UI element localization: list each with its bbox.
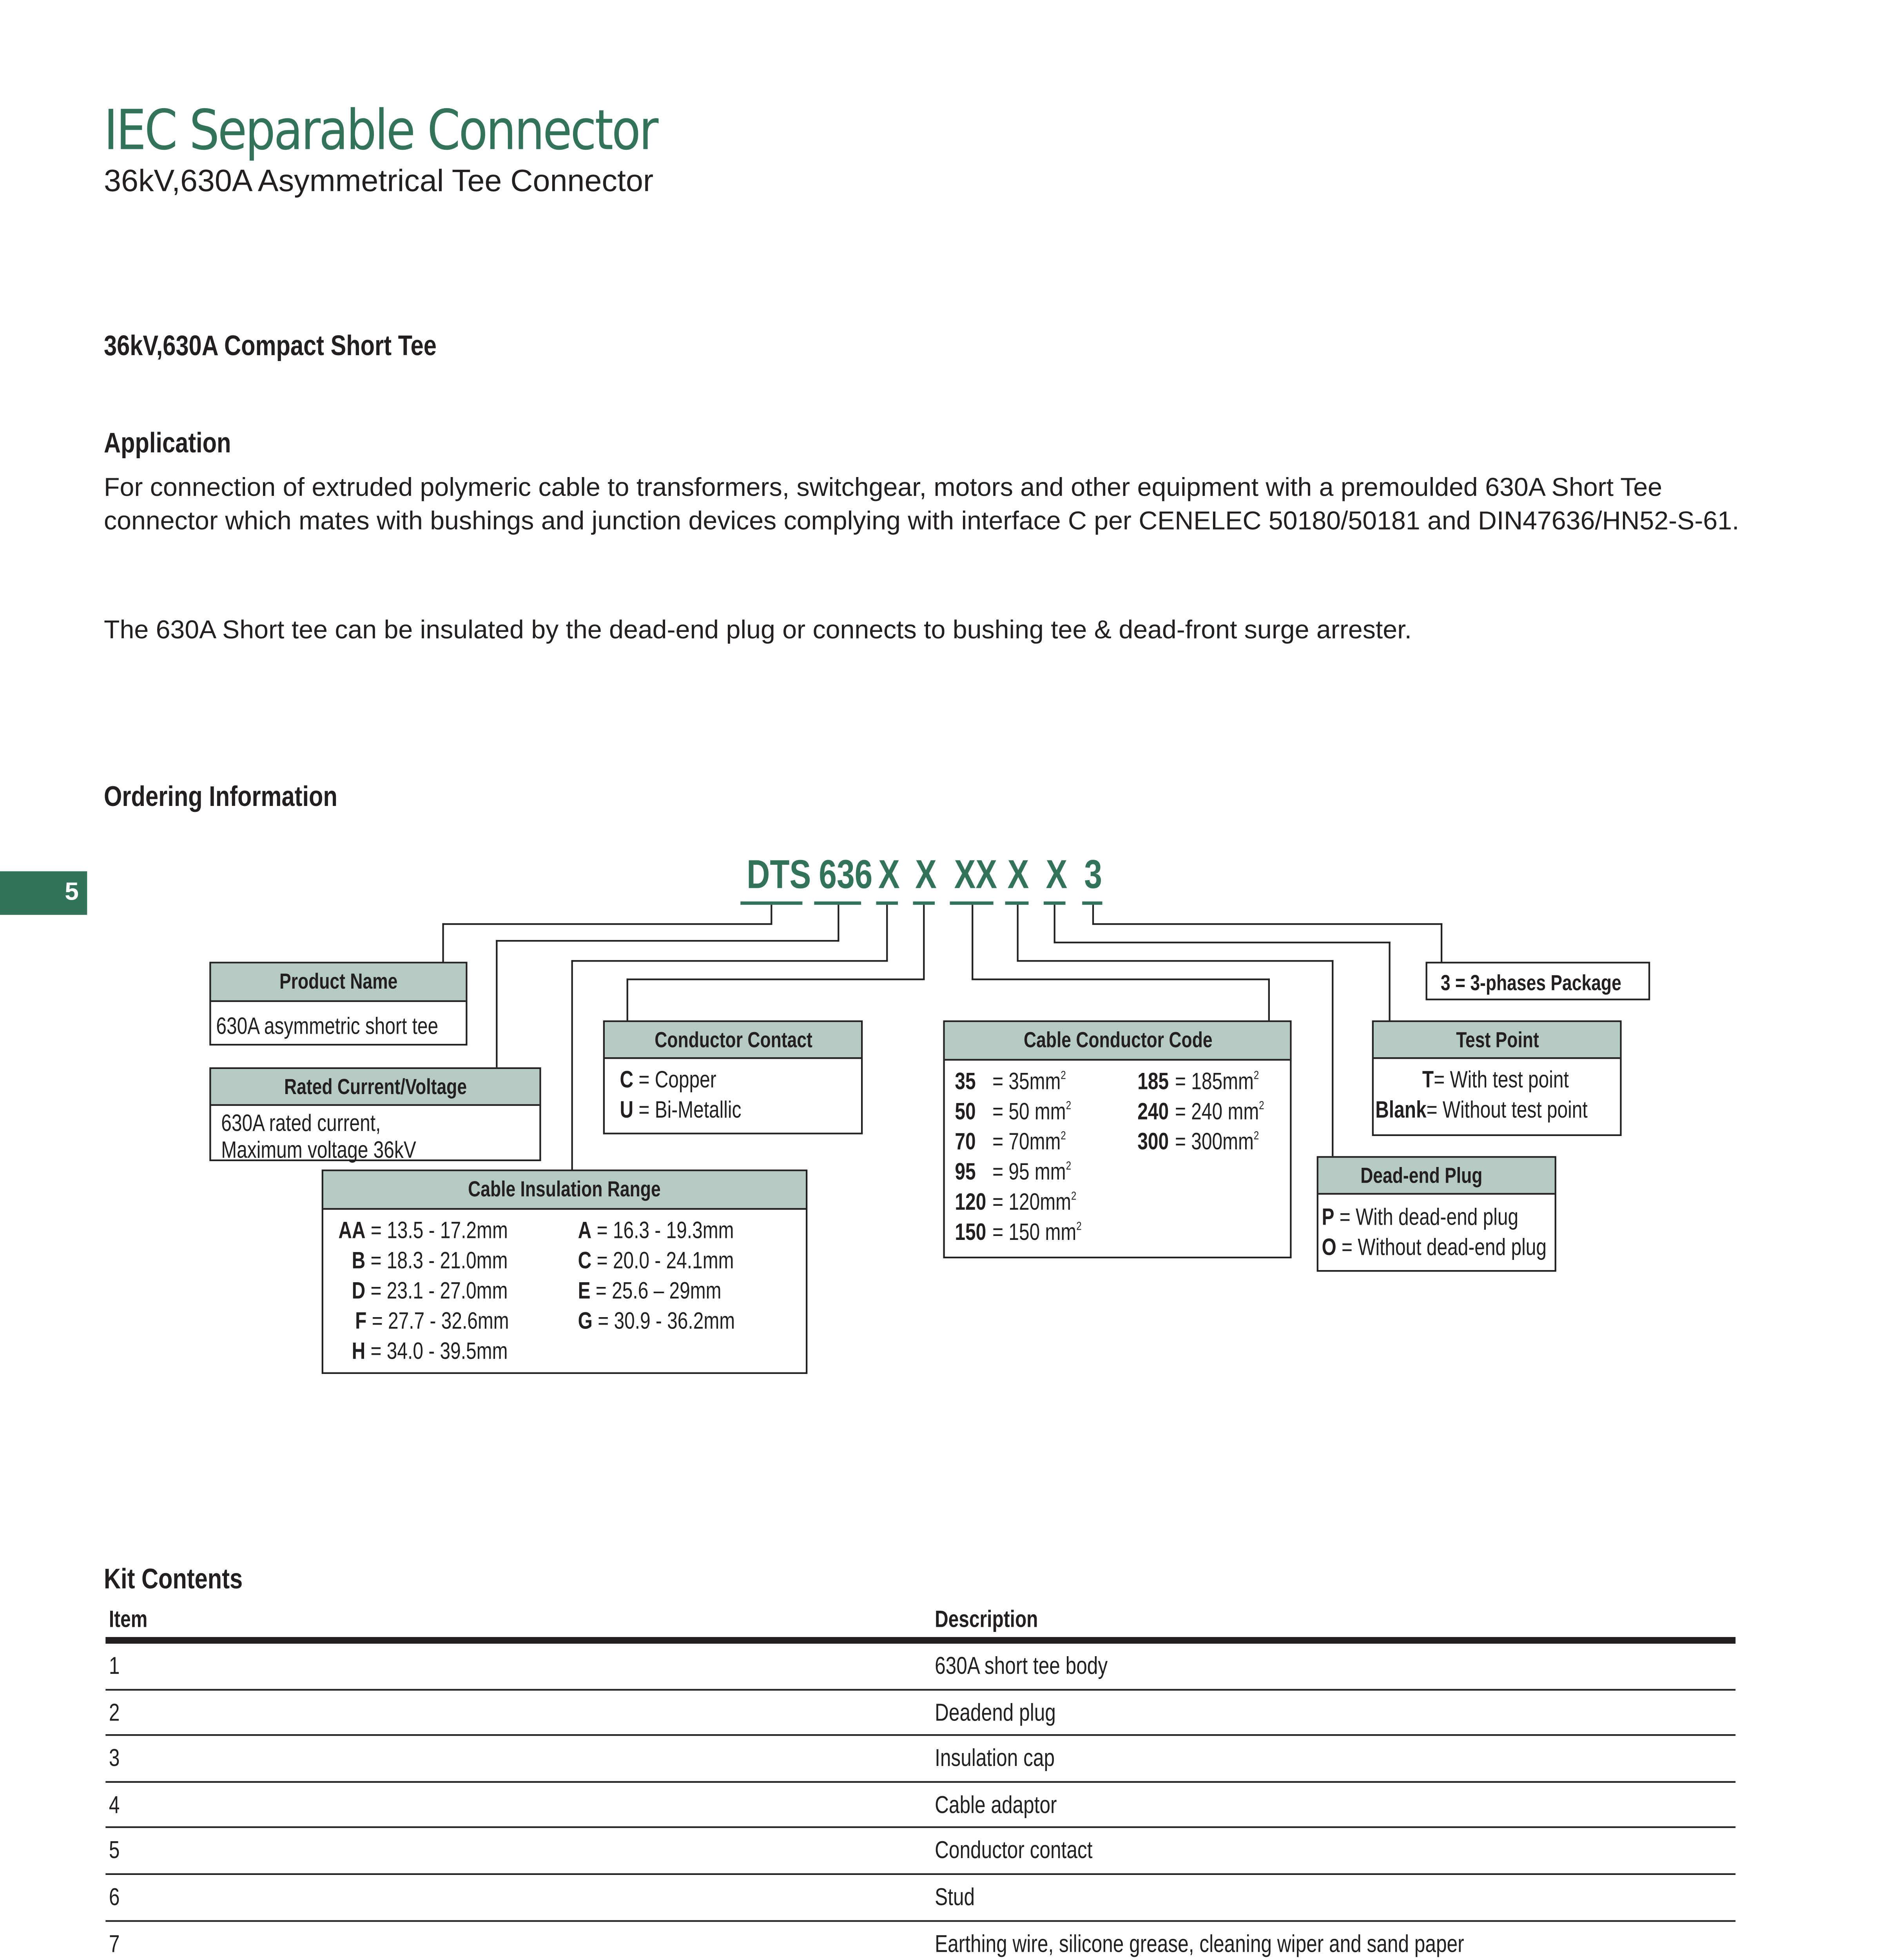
- table-row: 7 Earthing wire, silicone grease, cleaning wiper and sand paper: [105, 1921, 1735, 1960]
- application-paragraph: For connection of extruded polymeric cable to transformers, switchgear, motors and other equipment with a premoulded 630A Short Tee connector which mates with bushings and junction devices complying with interface C per CENELEC 50180/50181 and DIN47636/HN52-S-61.: [104, 474, 1739, 535]
- header-rule: [105, 1637, 1735, 1644]
- connector-line: [886, 905, 888, 962]
- test-point-box: [1372, 1020, 1622, 1136]
- kit-contents-table: [105, 1605, 1735, 1960]
- insulation-option: H = 34.0 - 39.5mm: [352, 1337, 508, 1364]
- dead-end-plug-box: [1317, 1156, 1556, 1272]
- code-segment-dead-end: X: [1005, 856, 1029, 927]
- conductor-contact-box: [603, 1020, 863, 1134]
- insulation-option: G = 30.9 - 36.2mm: [578, 1307, 735, 1334]
- connector-line: [1092, 923, 1442, 925]
- chapter-number: 5: [65, 878, 79, 907]
- contact-option: C = Copper: [620, 1065, 716, 1093]
- insulation-option: D = 23.1 - 27.0mm: [352, 1277, 508, 1304]
- box-header: Product Name: [211, 964, 466, 1002]
- insulation-option: F = 27.7 - 32.6mm: [355, 1307, 509, 1334]
- chapter-tab[interactable]: [0, 871, 87, 915]
- connector-line: [571, 960, 888, 962]
- connector-line: [496, 940, 839, 942]
- insulation-option: A = 16.3 - 19.3mm: [578, 1216, 734, 1243]
- connector-line: [972, 905, 973, 980]
- conductor-size-option: 95 = 95 $mm^2$: [955, 1158, 1072, 1185]
- table-row: 6 Stud: [105, 1875, 1735, 1921]
- test-point-option: Blank= Without test point: [1375, 1096, 1588, 1123]
- table-header: [105, 1605, 1735, 1635]
- product-name-box: [209, 962, 467, 1045]
- application-paragraph: The 630A Short tee can be insulated by the dead-end plug or connects to bushing tee & dead-front surge arrester.: [104, 616, 1412, 645]
- connector-line: [923, 905, 925, 980]
- code-segment-package: 3: [1082, 856, 1102, 927]
- box-header: Cable Insulation Range: [323, 1171, 806, 1210]
- section-title: 36kV,630A Compact Short Tee: [104, 330, 437, 362]
- rated-line: Maximum voltage 36kV: [221, 1136, 416, 1163]
- ordering-heading: Ordering Information: [104, 780, 337, 813]
- connector-line: [1054, 942, 1391, 943]
- conductor-size-option: $300 = 300mm^2$: [1137, 1127, 1259, 1155]
- connector-line: [1332, 960, 1333, 1156]
- page-title: IEC Separable Connector: [104, 97, 657, 163]
- column-header-description: Description: [935, 1605, 1038, 1632]
- table-row: 2 Deadend plug: [105, 1690, 1735, 1736]
- rated-current-voltage-box: [209, 1067, 541, 1161]
- code-segment-insulation: X: [876, 856, 898, 927]
- connector-line: [1441, 923, 1442, 962]
- package-label: 3 = 3-phases Package: [1440, 970, 1621, 995]
- rated-line: 630A rated current,: [221, 1109, 381, 1136]
- conductor-size-option: $185 = 185mm^2$: [1137, 1067, 1259, 1094]
- connector-line: [838, 905, 839, 942]
- insulation-option: E = 25.6 – 29mm: [578, 1277, 722, 1304]
- page-subtitle: 36kV,630A Asymmetrical Tee Connector: [104, 162, 654, 198]
- connector-line: [1017, 960, 1334, 962]
- connector-line: [627, 978, 628, 1020]
- connector-line: [972, 978, 1270, 980]
- conductor-size-option: 240 = 240 $mm^2$: [1137, 1097, 1264, 1125]
- conductor-size-option: $70 = 70mm^2$: [955, 1127, 1066, 1155]
- connector-line: [442, 923, 444, 962]
- connector-line: [627, 978, 925, 980]
- connector-line: [496, 940, 497, 1067]
- box-header: Cable Conductor Code: [945, 1022, 1290, 1060]
- insulation-option: C = 20.0 - 24.1mm: [578, 1247, 734, 1274]
- connector-line: [1054, 905, 1055, 943]
- insulation-option: B = 18.3 - 21.0mm: [352, 1247, 508, 1274]
- package-box: [1425, 962, 1650, 1000]
- conductor-size-option: $35 = 35mm^2$: [955, 1067, 1066, 1094]
- insulation-option: AA = 13.5 - 17.2mm: [338, 1216, 508, 1243]
- test-point-option: T= With test point: [1422, 1065, 1569, 1093]
- box-header: Test Point: [1374, 1022, 1620, 1059]
- connector-line: [1389, 942, 1390, 1020]
- table-row: 3 Insulation cap: [105, 1736, 1735, 1782]
- code-segment-conductor: XX: [950, 856, 994, 927]
- code-segment-rating: 636: [814, 856, 861, 927]
- cable-conductor-code-box: [943, 1020, 1291, 1258]
- box-header: Dead-end Plug: [1318, 1158, 1555, 1195]
- connector-line: [571, 960, 573, 1169]
- connector-line: [1092, 905, 1094, 925]
- box-header: Conductor Contact: [605, 1022, 861, 1059]
- connector-line: [771, 905, 772, 925]
- product-name-value: 630A asymmetric short tee: [216, 1012, 439, 1039]
- box-header: Rated Current/Voltage: [211, 1069, 540, 1106]
- connector-line: [1017, 905, 1019, 962]
- dead-end-option: O = Without dead-end plug: [1322, 1233, 1547, 1260]
- conductor-size-option: $120 = 120mm^2$: [955, 1188, 1077, 1215]
- contact-option: U = Bi-Metallic: [620, 1096, 742, 1123]
- connector-line: [442, 923, 772, 925]
- conductor-size-option: 50 = 50 $mm^2$: [955, 1097, 1072, 1125]
- conductor-size-option: 150 = 150 $mm^2$: [955, 1218, 1082, 1245]
- cable-insulation-range-box: [322, 1169, 808, 1374]
- table-row: 1 630A short tee body: [105, 1644, 1735, 1690]
- code-segment-contact: X: [913, 856, 935, 927]
- column-header-item: Item: [109, 1605, 148, 1632]
- kit-contents-heading: Kit Contents: [104, 1563, 243, 1595]
- table-row: 5 Conductor contact: [105, 1829, 1735, 1875]
- code-segment-test-point: X: [1044, 856, 1066, 927]
- application-heading: Application: [104, 427, 231, 459]
- dead-end-option: P = With dead-end plug: [1322, 1203, 1519, 1230]
- connector-line: [1268, 978, 1270, 1020]
- code-segment-product: DTS: [740, 856, 802, 927]
- table-row: 4 Cable adaptor: [105, 1782, 1735, 1829]
